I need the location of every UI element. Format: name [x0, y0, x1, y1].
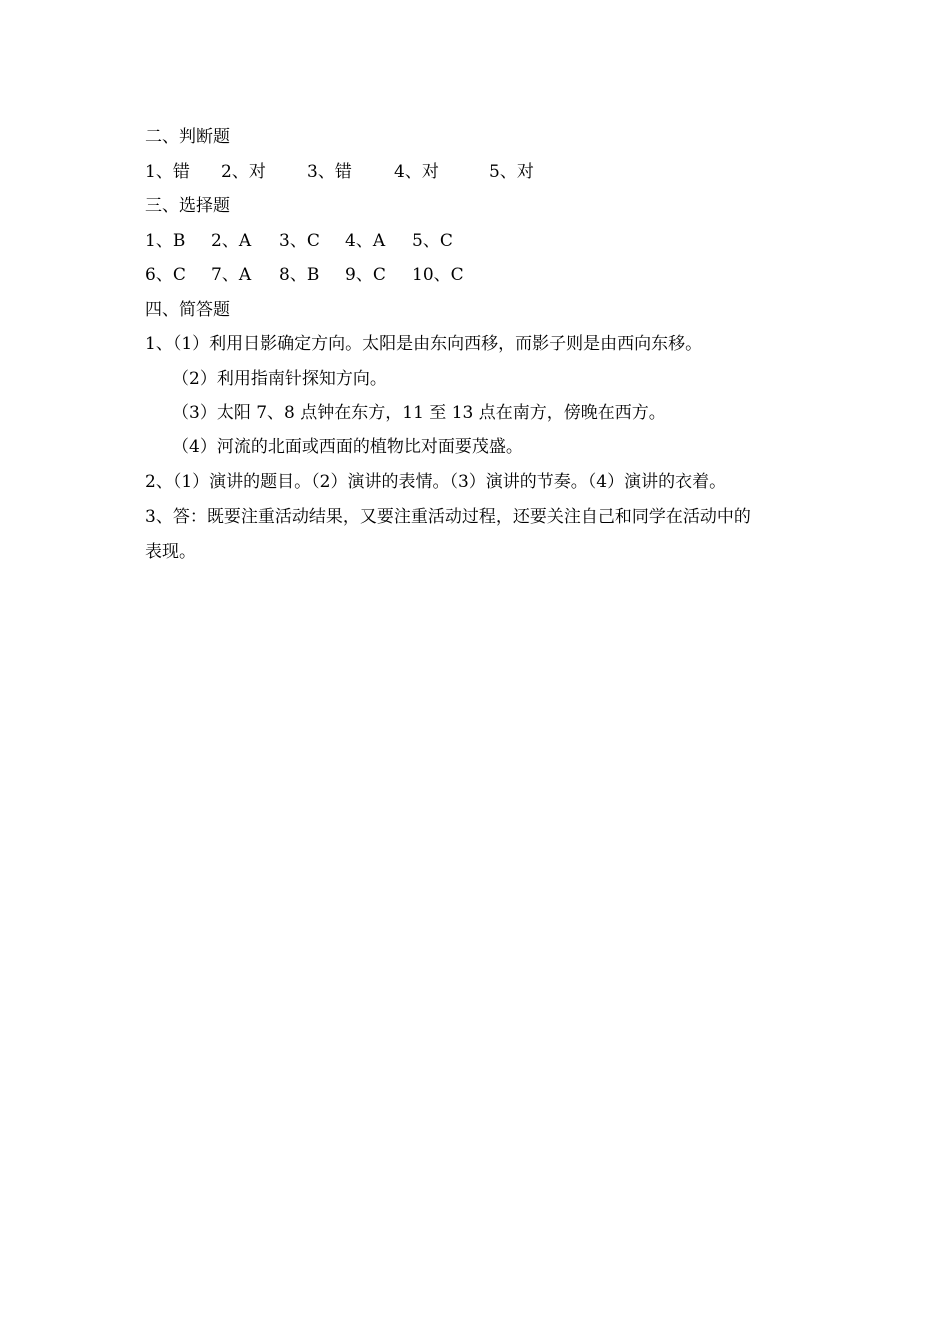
short-answer-3-line2: 表现。	[145, 542, 196, 562]
judgment-answer-4: 4、对	[394, 162, 439, 182]
section4-heading: 四、简答题	[145, 300, 230, 320]
short-answer-1-line1: 1、（1）利用日影确定方向。太阳是由东向西移，而影子则是由西向东移。	[145, 334, 703, 354]
choice-answer-5: 5、C	[412, 231, 453, 251]
choice-answer-2: 2、A	[211, 231, 252, 251]
short-answer-1-line4: （4）河流的北面或西面的植物比对面要茂盛。	[172, 437, 523, 457]
judgment-answer-3: 3、错	[307, 162, 352, 182]
short-answer-1-line2: （2）利用指南针探知方向。	[172, 369, 387, 389]
short-answer-1-line3: （3）太阳 7、8 点钟在东方，11 至 13 点在南方，傍晚在西方。	[172, 403, 666, 423]
judgment-answer-2: 2、对	[221, 162, 266, 182]
section2-heading: 二、判断题	[145, 127, 230, 147]
judgment-answer-1: 1、错	[145, 162, 190, 182]
choice-answer-4: 4、A	[345, 231, 386, 251]
judgment-answer-5: 5、对	[489, 162, 534, 182]
section3-heading: 三、选择题	[145, 196, 230, 216]
choice-answer-1: 1、B	[145, 231, 186, 251]
choice-answer-9: 9、C	[345, 265, 386, 285]
short-answer-3-line1: 3、答：既要注重活动结果，又要注重活动过程，还要关注自己和同学在活动中的	[145, 507, 751, 527]
choice-answer-6: 6、C	[145, 265, 186, 285]
choice-answer-7: 7、A	[211, 265, 252, 285]
choice-answer-8: 8、B	[279, 265, 320, 285]
short-answer-2: 2、（1）演讲的题目。（2）演讲的表情。（3）演讲的节奏。（4）演讲的衣着。	[145, 472, 727, 492]
choice-answer-3: 3、C	[279, 231, 320, 251]
choice-answer-10: 10、C	[412, 265, 464, 285]
